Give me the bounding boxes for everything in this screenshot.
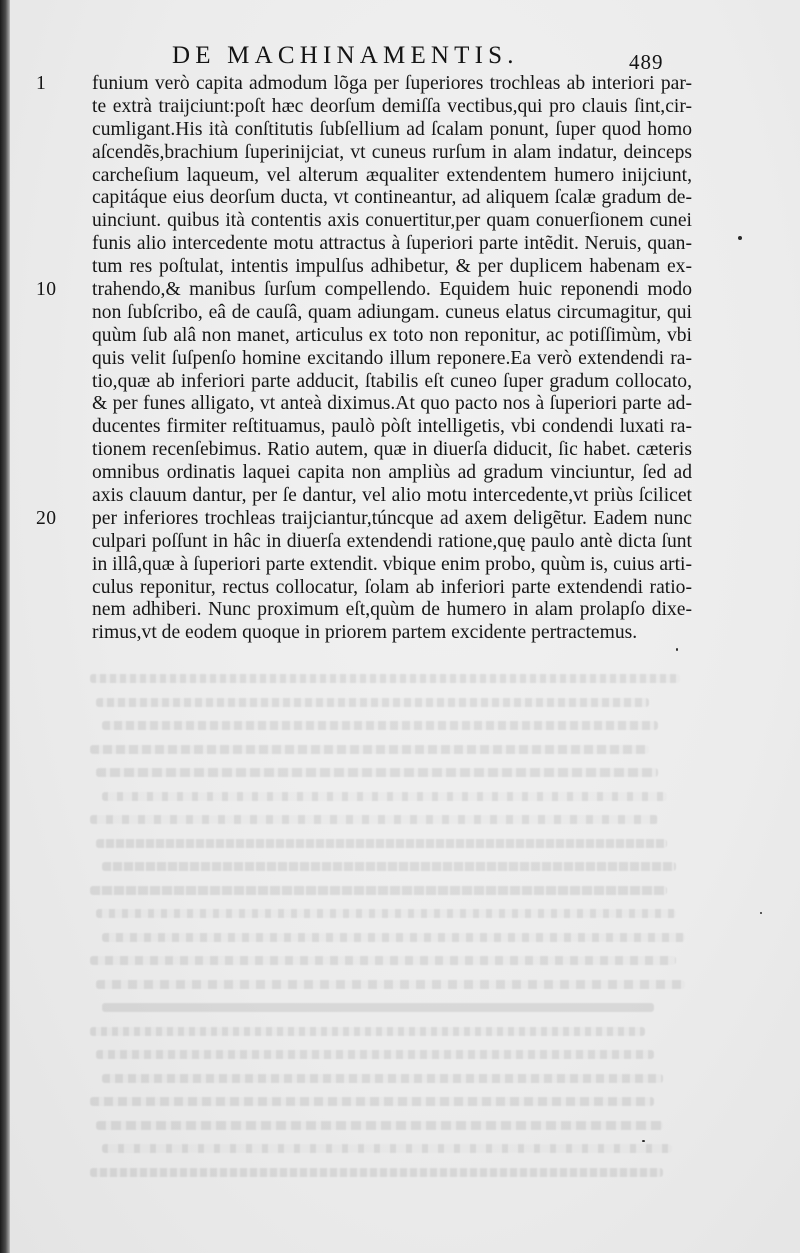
line-text: te extrà traijciunt:poſt hæc deorſum demiſſa vectibus,qui pro clauis ſint,cir- — [92, 95, 692, 117]
show-through-line — [102, 933, 685, 942]
show-through-line — [102, 721, 658, 730]
show-through-line — [102, 792, 667, 801]
line-text: non ſubſcribo, eâ de cauſâ, quam adiungam. cuneus elatus circumagitur, qui — [92, 301, 692, 323]
line-text: tio,quæ ab inferiori parte adducit, ſtabilis eſt cuneo ſuper gradum collocato, — [92, 370, 692, 392]
text-line — [92, 256, 692, 279]
line-number: 1 — [36, 73, 47, 94]
line-text: carcheſium laqueum, vel alterum æqualiter extendentem humero inijciunt, — [92, 164, 692, 186]
line-text: cumligant.His ità conſtitutis ſubſellium ad ſcalam ponunt, ſuper quod homo — [92, 118, 692, 140]
show-through-line — [90, 1027, 645, 1036]
text-line — [92, 119, 692, 142]
line-text: per inferiores trochleas traijciantur,túncque ad axem deligẽtur. Eadem nunc — [92, 507, 692, 529]
show-through-line — [102, 1003, 654, 1012]
text-line — [36, 507, 692, 531]
ink-speck — [738, 236, 742, 240]
text-line — [92, 577, 692, 600]
line-text: rimus,vt de eodem quoque in priorem partem excidente pertractemus. — [92, 622, 638, 644]
line-text: tum res poſtulat, intentis impulſus adhibetur, & per duplicem habenam ex- — [92, 256, 692, 278]
line-text: ducentes firmiter reſtituamus, paulò pòſt intelligetis, vbi condendi luxati ra- — [92, 416, 692, 438]
show-through-line — [102, 1144, 672, 1153]
show-through-line — [96, 768, 658, 777]
show-through-line — [90, 886, 667, 895]
line-text: funis alio intercedente motu attractus à ſuperiori parte intẽdit. Neruis, quan- — [92, 233, 692, 255]
line-text: axis clauum dantur, per ſe dantur, vel alio motu intercedente,vt priùs ſcilicet — [92, 485, 692, 507]
text-line — [92, 165, 692, 188]
page-gutter-shadow — [0, 0, 9, 1253]
text-line — [92, 462, 692, 485]
line-number: 20 — [36, 507, 57, 529]
ink-speck — [642, 1140, 645, 1142]
text-line — [92, 96, 692, 119]
show-through-line — [96, 980, 685, 989]
text-line — [92, 348, 692, 371]
show-through-line — [96, 1121, 663, 1130]
ink-speck — [676, 648, 678, 651]
text-line — [92, 439, 692, 462]
line-text: quùm ſub alâ non manet, articulus ex toto non reponitur, ac potiſſimùm, vbi — [92, 324, 692, 346]
show-through-text — [90, 668, 710, 1208]
show-through-line — [102, 1074, 663, 1083]
text-line — [92, 187, 692, 210]
line-text: quis velit ſuſpenſo homine excitando illum reponere.Ea verò extendendi ra- — [92, 347, 692, 369]
show-through-line — [90, 1097, 654, 1106]
show-through-line — [96, 909, 676, 918]
line-text: nem adhiberi. Nunc proximum eſt,quùm de humero in alam prolapſo dixe- — [92, 599, 692, 621]
text-line — [92, 599, 692, 622]
text-line — [92, 210, 692, 233]
line-text: tionem recenſebimus. Ratio autem, quæ in diuerſa diducit, ſic habet. cæteris — [92, 439, 692, 461]
text-line — [92, 325, 692, 348]
line-text: culpari poſſunt in hâc in diuerſa extendendi ratione,quę paulo antè dicta ſunt — [92, 530, 692, 552]
line-text: funium verò capita admodum lõga per ſuperiores trochleas ab interiori par- — [92, 73, 692, 94]
text-line — [92, 393, 692, 416]
line-number: 10 — [36, 279, 57, 301]
show-through-line — [90, 815, 658, 824]
show-through-line — [90, 674, 680, 683]
show-through-line — [90, 956, 676, 965]
line-text: capitáque eius deorſum ducta, vt contineantur, ad aliquem ſcalæ gradum de- — [92, 187, 692, 209]
text-line — [92, 371, 692, 394]
text-line — [92, 416, 692, 439]
text-line — [36, 279, 692, 302]
show-through-line — [96, 1050, 654, 1059]
text-line — [92, 302, 692, 325]
text-line — [36, 73, 692, 96]
show-through-line — [90, 745, 649, 754]
line-text: culus reponitur, rectus collocatur, ſolam ab inferiori parte extendendi ratio- — [92, 576, 692, 598]
text-line — [92, 554, 692, 577]
text-line — [92, 622, 692, 645]
line-text: & per funes alligato, vt anteà diximus.At quo pacto nos à ſuperiori parte ad- — [92, 393, 692, 415]
line-text: trahendo,& manibus ſurſum compellendo. Equidem huic reponendi modo — [92, 279, 692, 301]
text-line — [92, 531, 692, 554]
show-through-line — [96, 698, 649, 707]
body-text — [36, 73, 692, 645]
line-text: omnibus ordinatis laquei capita non ampliùs ad gradum vinciuntur, ſed ad — [92, 462, 692, 484]
show-through-line — [90, 1168, 663, 1177]
text-line — [92, 142, 692, 165]
text-line — [92, 485, 692, 508]
line-text: uinciunt. quibus ità contentis axis conuertitur,per quam conuerſionem cunei — [92, 210, 692, 232]
text-line — [92, 233, 692, 256]
line-text: aſcendẽs,brachium ſuperinijciat, vt cuneus rurſum in alam indatur, deinceps — [92, 141, 692, 163]
show-through-line — [102, 862, 676, 871]
page-number: 489 — [629, 50, 664, 74]
line-text: in illâ,quæ à ſuperiori parte extendit. vbique enim probo, quùm is, cuius arti- — [92, 553, 692, 575]
ink-speck — [760, 912, 762, 914]
show-through-line — [96, 839, 667, 848]
running-title: DE MACHINAMENTIS. — [172, 42, 519, 69]
